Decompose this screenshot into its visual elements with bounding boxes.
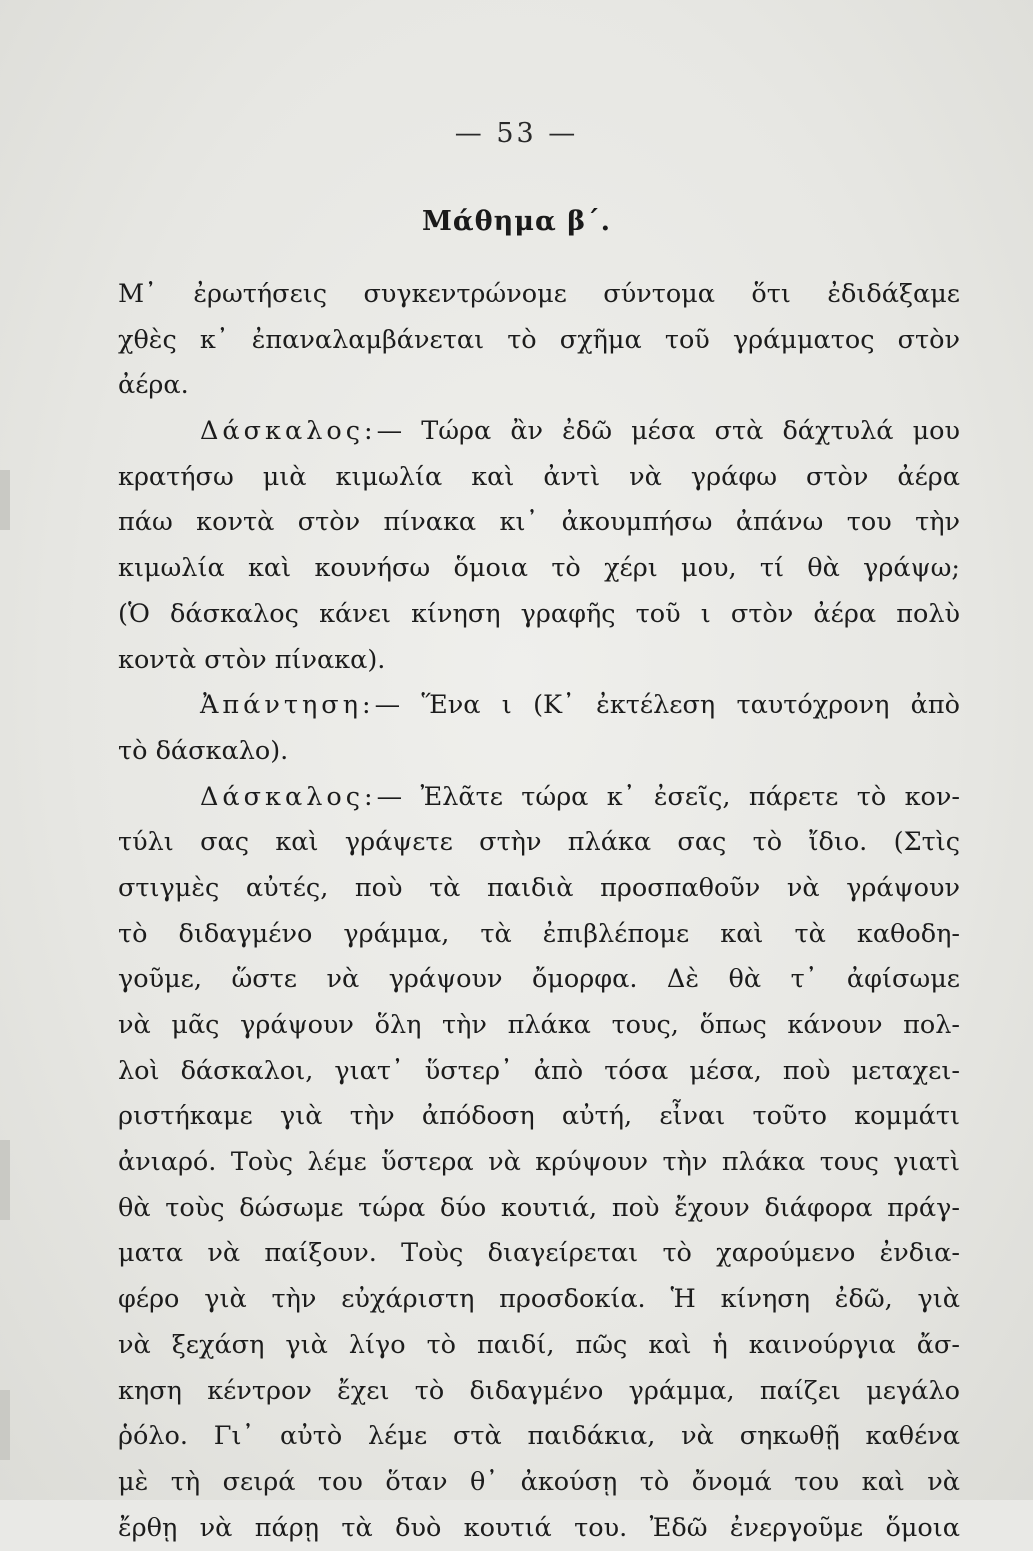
scan-margin-mark [0, 470, 10, 530]
scan-margin-mark [0, 1140, 10, 1220]
text-line: τὸ δάσκαλο). [118, 735, 289, 766]
text-line: (Ὁ δάσκαλος κάνει κίνηση γραφῆς τοῦ ι στὸν ἀέρα πολὺ [118, 598, 960, 629]
text-line [118, 775, 960, 821]
text-line: τὸ διδαγμένο γράμμα, τὰ ἐπιβλέπομε καὶ τὰ καθοδη- [118, 918, 960, 949]
text-line: χθὲς κ᾽ ἐπαναλαμβάνεται τὸ σχῆμα τοῦ γράμματος στὸν [118, 324, 960, 355]
text-line: ἔρθῃ νὰ πάρῃ τὰ δυὸ κουτιά του. Ἐδῶ ἐνεργοῦμε ὅμοια [118, 1512, 960, 1543]
text-line: γοῦμε, ὥστε νὰ γράψουν ὄμορφα. Δὲ θὰ τ᾽ ἀφίσωμε [118, 964, 960, 995]
text-line: κιμωλία καὶ κουνήσω ὅμοια τὸ χέρι μου, τί θὰ γράψω; [118, 553, 960, 584]
text-line: πάω κοντὰ στὸν πίνακα κι᾽ ἀκουμπήσω ἀπάνω του τὴν [118, 507, 960, 538]
text-line: νὰ μᾶς γράψουν ὅλη τὴν πλάκα τους, ὅπως κάνουν πολ- [118, 1010, 960, 1040]
text-line: Μ᾽ ἐρωτήσεις συγκεντρώνομε σύντομα ὅτι ἐδιδάξαμε [118, 279, 960, 309]
text-line: τύλι σας καὶ γράψετε στὴν πλάκα σας τὸ ἴδιο. (Στὶς [118, 827, 960, 858]
text-line: ριστήκαμε γιὰ τὴν ἀπόδοση αὐτή, εἶναι τοῦτο κομμάτι [118, 1101, 960, 1132]
text-line: θὰ τοὺς δώσωμε τώρα δύο κουτιά, ποὺ ἔχουν διάφορα πράγ- [118, 1192, 960, 1223]
text-line: ματα νὰ παίξουν. Τοὺς διαγείρεται τὸ χαρούμενο ἐνδια- [118, 1238, 960, 1269]
lesson-title: Μάθημα β΄. [421, 206, 612, 237]
text-line: λοὶ δάσκαλοι, γιατ᾽ ὕστερ᾽ ἀπὸ τόσα μέσα, ποὺ μεταχει- [118, 1055, 960, 1086]
dialogue-text: — Ἕνα ι (Κ᾽ ἐκτέλεση ταυτόχρονη ἀπὸ [374, 690, 960, 721]
text-line: μὲ τὴ σειρά του ὅταν θ᾽ ἀκούσῃ τὸ ὄνομά του καὶ νὰ [118, 1466, 960, 1497]
text-line [118, 409, 960, 455]
dialogue-text: — Τώρα ἂν ἐδῶ μέσα στὰ δάχτυλά μου [376, 416, 960, 447]
speaker-label: Ἀπάντηση: [200, 690, 375, 721]
text-line: κηση κέντρον ἔχει τὸ διδαγμένο γράμμα, παίζει μεγάλο [118, 1375, 960, 1406]
speaker-label: Δάσκαλος: [200, 781, 377, 812]
text-line: κοντὰ στὸν πίνακα). [118, 644, 386, 675]
text-line: ῥόλο. Γι᾽ αὐτὸ λέμε στὰ παιδάκια, νὰ σηκωθῇ καθένα [118, 1421, 960, 1452]
page-number: — 53 — [454, 118, 579, 149]
body-text [118, 272, 960, 1551]
text-line: ἀέρα. [118, 370, 189, 401]
text-line: κρατήσω μιὰ κιμωλία καὶ ἀντὶ νὰ γράφω στὸν ἀέρα [118, 461, 960, 492]
speaker-label: Δάσκαλος: [200, 416, 377, 447]
text-line [118, 683, 960, 729]
dialogue-text: — Ἐλᾶτε τώρα κ᾽ ἐσεῖς, πάρετε τὸ κον- [376, 781, 960, 812]
text-line: φέρο γιὰ τὴν εὐχάριστη προσδοκία. Ἡ κίνηση ἐδῶ, γιὰ [118, 1284, 960, 1315]
scan-margin-mark [0, 1390, 10, 1460]
text-line: στιγμὲς αὐτές, ποὺ τὰ παιδιὰ προσπαθοῦν νὰ γράψουν [118, 872, 960, 903]
text-line: νὰ ξεχάση γιὰ λίγο τὸ παιδί, πῶς καὶ ἡ καινούργια ἄσ- [118, 1329, 960, 1360]
text-line: ἀνιαρό. Τοὺς λέμε ὕστερα νὰ κρύψουν τὴν πλάκα τους γιατὶ [118, 1147, 960, 1178]
